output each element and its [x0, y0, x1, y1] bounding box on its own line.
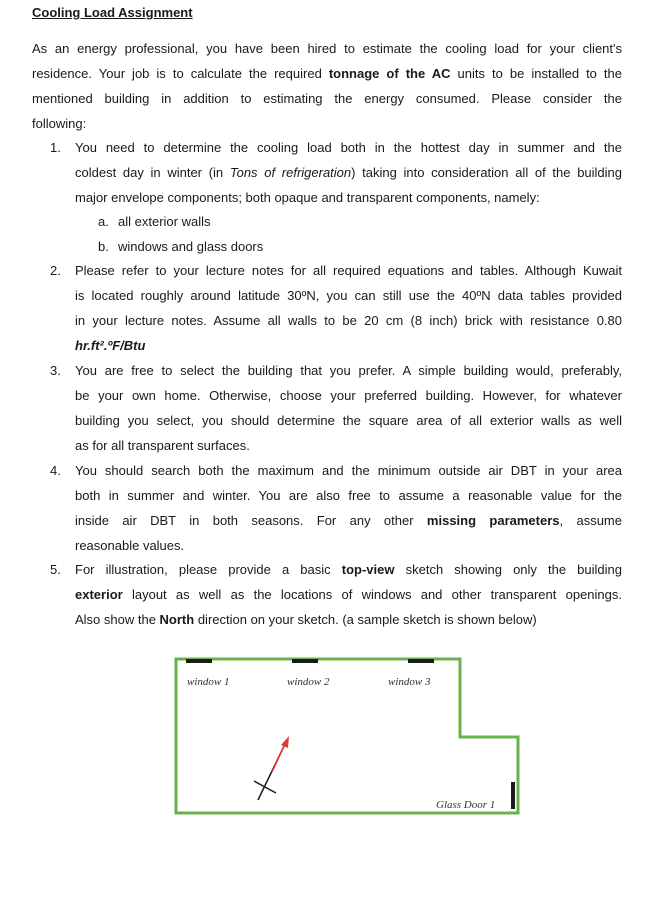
item-line: hr.ft².ºF/Btu	[75, 338, 146, 353]
item-line: exterior layout as well as the locations of windows and other transparent openings.	[75, 587, 622, 602]
intro-line: As an energy professional, you have been hired to estimate the cooling load for your client's	[32, 41, 622, 56]
emphasis: tonnage of the AC	[328, 66, 451, 81]
item-line: coldest day in winter (in Tons of refrigeration) taking into consideration all of the building	[75, 165, 623, 180]
item-line: building you select, you should determine the square area of all exterior walls as well	[75, 413, 622, 428]
item-line: major envelope components; both opaque and transparent components, namely:	[75, 190, 540, 205]
emphasis: exterior	[75, 587, 123, 602]
page-title: Cooling Load Assignment	[32, 5, 193, 20]
item-line: Please refer to your lecture notes for all required equations and tables. Although Kuwait	[75, 263, 622, 278]
item-line: You need to determine the cooling load both in the hottest day in summer and the	[75, 140, 622, 155]
glass-door-label: Glass Door 1	[436, 799, 496, 811]
emphasis: top-view	[341, 562, 395, 577]
emphasis: North	[159, 612, 195, 627]
item-line: in your lecture notes. Assume all walls to be 20 cm (8 inch) brick with resistance 0.80	[75, 313, 622, 328]
item-line: both in summer and winter. You are also free to assume a reasonable value for the	[75, 488, 622, 503]
sub-item-a: a. all exterior walls	[98, 214, 211, 229]
window-2-label: window 2	[287, 676, 330, 688]
item-line: as for all transparent surfaces.	[75, 438, 250, 453]
window-1-label: window 1	[187, 676, 230, 688]
item-number: 2.	[50, 263, 61, 278]
item-line: inside air DBT in both seasons. For any other missing parameters, assume	[75, 513, 622, 528]
item-number: 3.	[50, 363, 61, 378]
intro-line: mentioned building in addition to estimating the energy consumed. Please consider the	[32, 91, 622, 106]
item-line: be your own home. Otherwise, choose your preferred building. However, for whatever	[75, 388, 622, 403]
emphasis: missing parameters	[426, 513, 560, 528]
item-line: For illustration, please provide a basic top-view sketch showing only the building	[75, 562, 622, 577]
item-number: 4.	[50, 463, 61, 478]
item-line: is located roughly around latitude 30ºN, you can still use the 40ºN data tables provided	[75, 288, 622, 303]
item-number: 1.	[50, 140, 61, 155]
north-arrow-icon	[254, 736, 289, 800]
intro-line: residence. Your job is to calculate the required tonnage of the AC units to be installed to the	[32, 66, 623, 81]
item-number: 5.	[50, 562, 61, 577]
item-line: You are free to select the building that you prefer. A simple building would, preferably,	[75, 363, 622, 378]
intro-line: following:	[32, 116, 87, 131]
item-line: You should search both the maximum and the minimum outside air DBT in your area	[75, 463, 622, 478]
item-line: reasonable values.	[75, 538, 185, 553]
item-line: Also show the North direction on your sketch. (a sample sketch is shown below)	[75, 612, 537, 627]
sub-item-b: b. windows and glass doors	[98, 239, 264, 254]
window-3-label: window 3	[388, 676, 431, 688]
